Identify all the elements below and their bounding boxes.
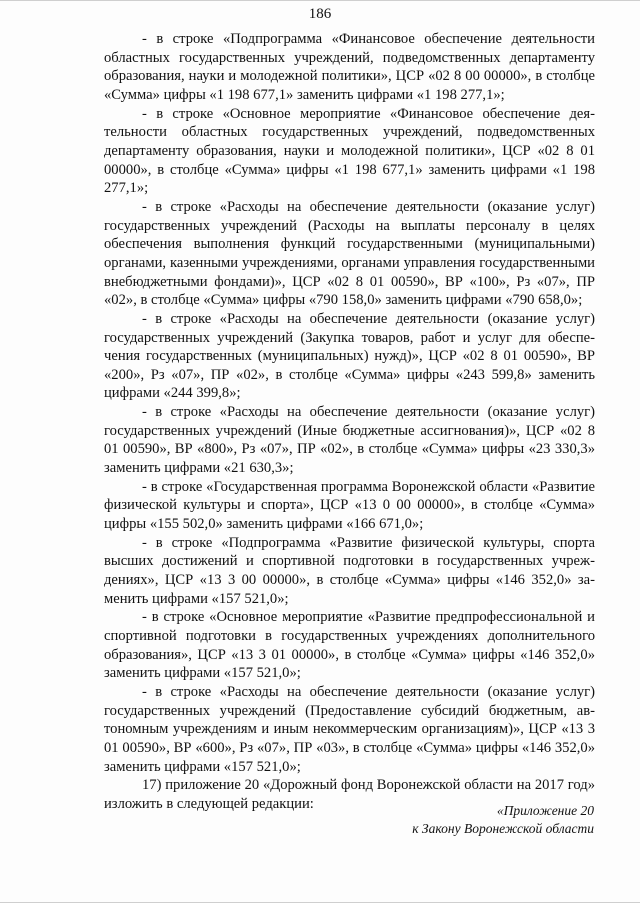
paragraph-5: - в строке «Расходы на обеспечение деятельности (оказание услуг) государственных учреждений (Иные бюджетные ассигнования)», ЦСР «02 8 01 00590», ВР «800», Рз «07», ПР «02», в столбце «Сумма» цифры «23 330,3» заменить цифрами «21 630,3»; bbox=[104, 404, 595, 477]
paragraph-9: - в строке «Расходы на обеспечение деятельности (оказание услуг) государственных учреждений (Предоставление субсидий бюджетным, автономным учреждениям и иным некоммерческим организациям)», ЦСР «13 3 01 00590», ВР «600», Рз «07», ПР «03», в столбце «Сумма» цифры «146 352,0» заменить цифрами «157 521,0»; bbox=[104, 683, 595, 775]
document-body bbox=[104, 30, 595, 814]
paragraph-10: 17) приложение 20 «Дорожный фонд Воронежской области на 2017 год» изложить в следующей редакции: bbox=[104, 777, 595, 812]
scan-edge-top bbox=[0, 0, 640, 1]
paragraph-2: - в строке «Основное мероприятие «Финансовое обеспечение деятельности областных государственных учреждений, подведомственных департаменту образования, науки и молодежной политики», ЦСР «02 8 01 00000», в столбце «Сумма» цифры «1 198 677,1» заменить цифрами «1 198 277,1»; bbox=[104, 105, 595, 197]
paragraph-4: - в строке «Расходы на обеспечение деятельности (оказание услуг) государственных учреждений (Закупка товаров, работ и услуг для обеспечения государственных (муниципальных) нужд)», ЦСР «02 8 01 00590», ВР «200», Рз «07», ПР «02», в столбце «Сумма» цифры «243 599,8» заменить цифрами «244 399,8»; bbox=[104, 310, 595, 402]
paragraph-7: - в строке «Подпрограмма «Развитие физической культуры, спорта высших достижений и спортивной подготовки в государственных учреждениях», ЦСР «13 3 00 00000», в столбце «Сумма» цифры «146 352,0» заменить цифрами «157 521,0»; bbox=[104, 534, 595, 607]
page-number: 186 bbox=[308, 6, 332, 22]
paragraph-1: - в строке «Подпрограмма «Финансовое обеспечение деятельности областных государственных учреждений, подведомственных департаменту образования, науки и молодежной политики», ЦСР «02 8 00 00000», в столбце «Сумма» цифры «1 198 677,1» заменить цифрами «1 198 277,1»; bbox=[104, 31, 595, 103]
paragraph-6: - в строке «Государственная программа Воронежской области «Развитие физической культуры и спорта», ЦСР «13 0 00 00000», в столбце «Сумма» цифры «155 502,0» заменить цифрами «166 671,0»; bbox=[104, 478, 595, 533]
appendix-reference bbox=[412, 802, 594, 838]
appendix-title: «Приложение 20 bbox=[496, 803, 594, 818]
paragraph-8: - в строке «Основное мероприятие «Развитие предпрофессиональной и спортивной подготовки в государственных учреждениях дополнительного образования», ЦСР «13 3 01 00000», в столбце «Сумма» цифры «146 352,0» заменить цифрами «157 521,0»; bbox=[104, 609, 595, 682]
appendix-law-reference: к Закону Воронежской области bbox=[412, 821, 594, 836]
paragraph-3: - в строке «Расходы на обеспечение деятельности (оказание услуг) государственных учреждений (Расходы на выплаты персоналу в целях обеспечения выполнения функций государственными (муниципальными) органами, казенными учреждениями, органами управления государственными внебюджетными фондами)», ЦСР «02 8 01 00590», ВР «100», Рз «07», ПР «02», в столбце «Сумма» цифры «790 158,0» заменить цифрами «790 658,0»; bbox=[104, 198, 595, 309]
